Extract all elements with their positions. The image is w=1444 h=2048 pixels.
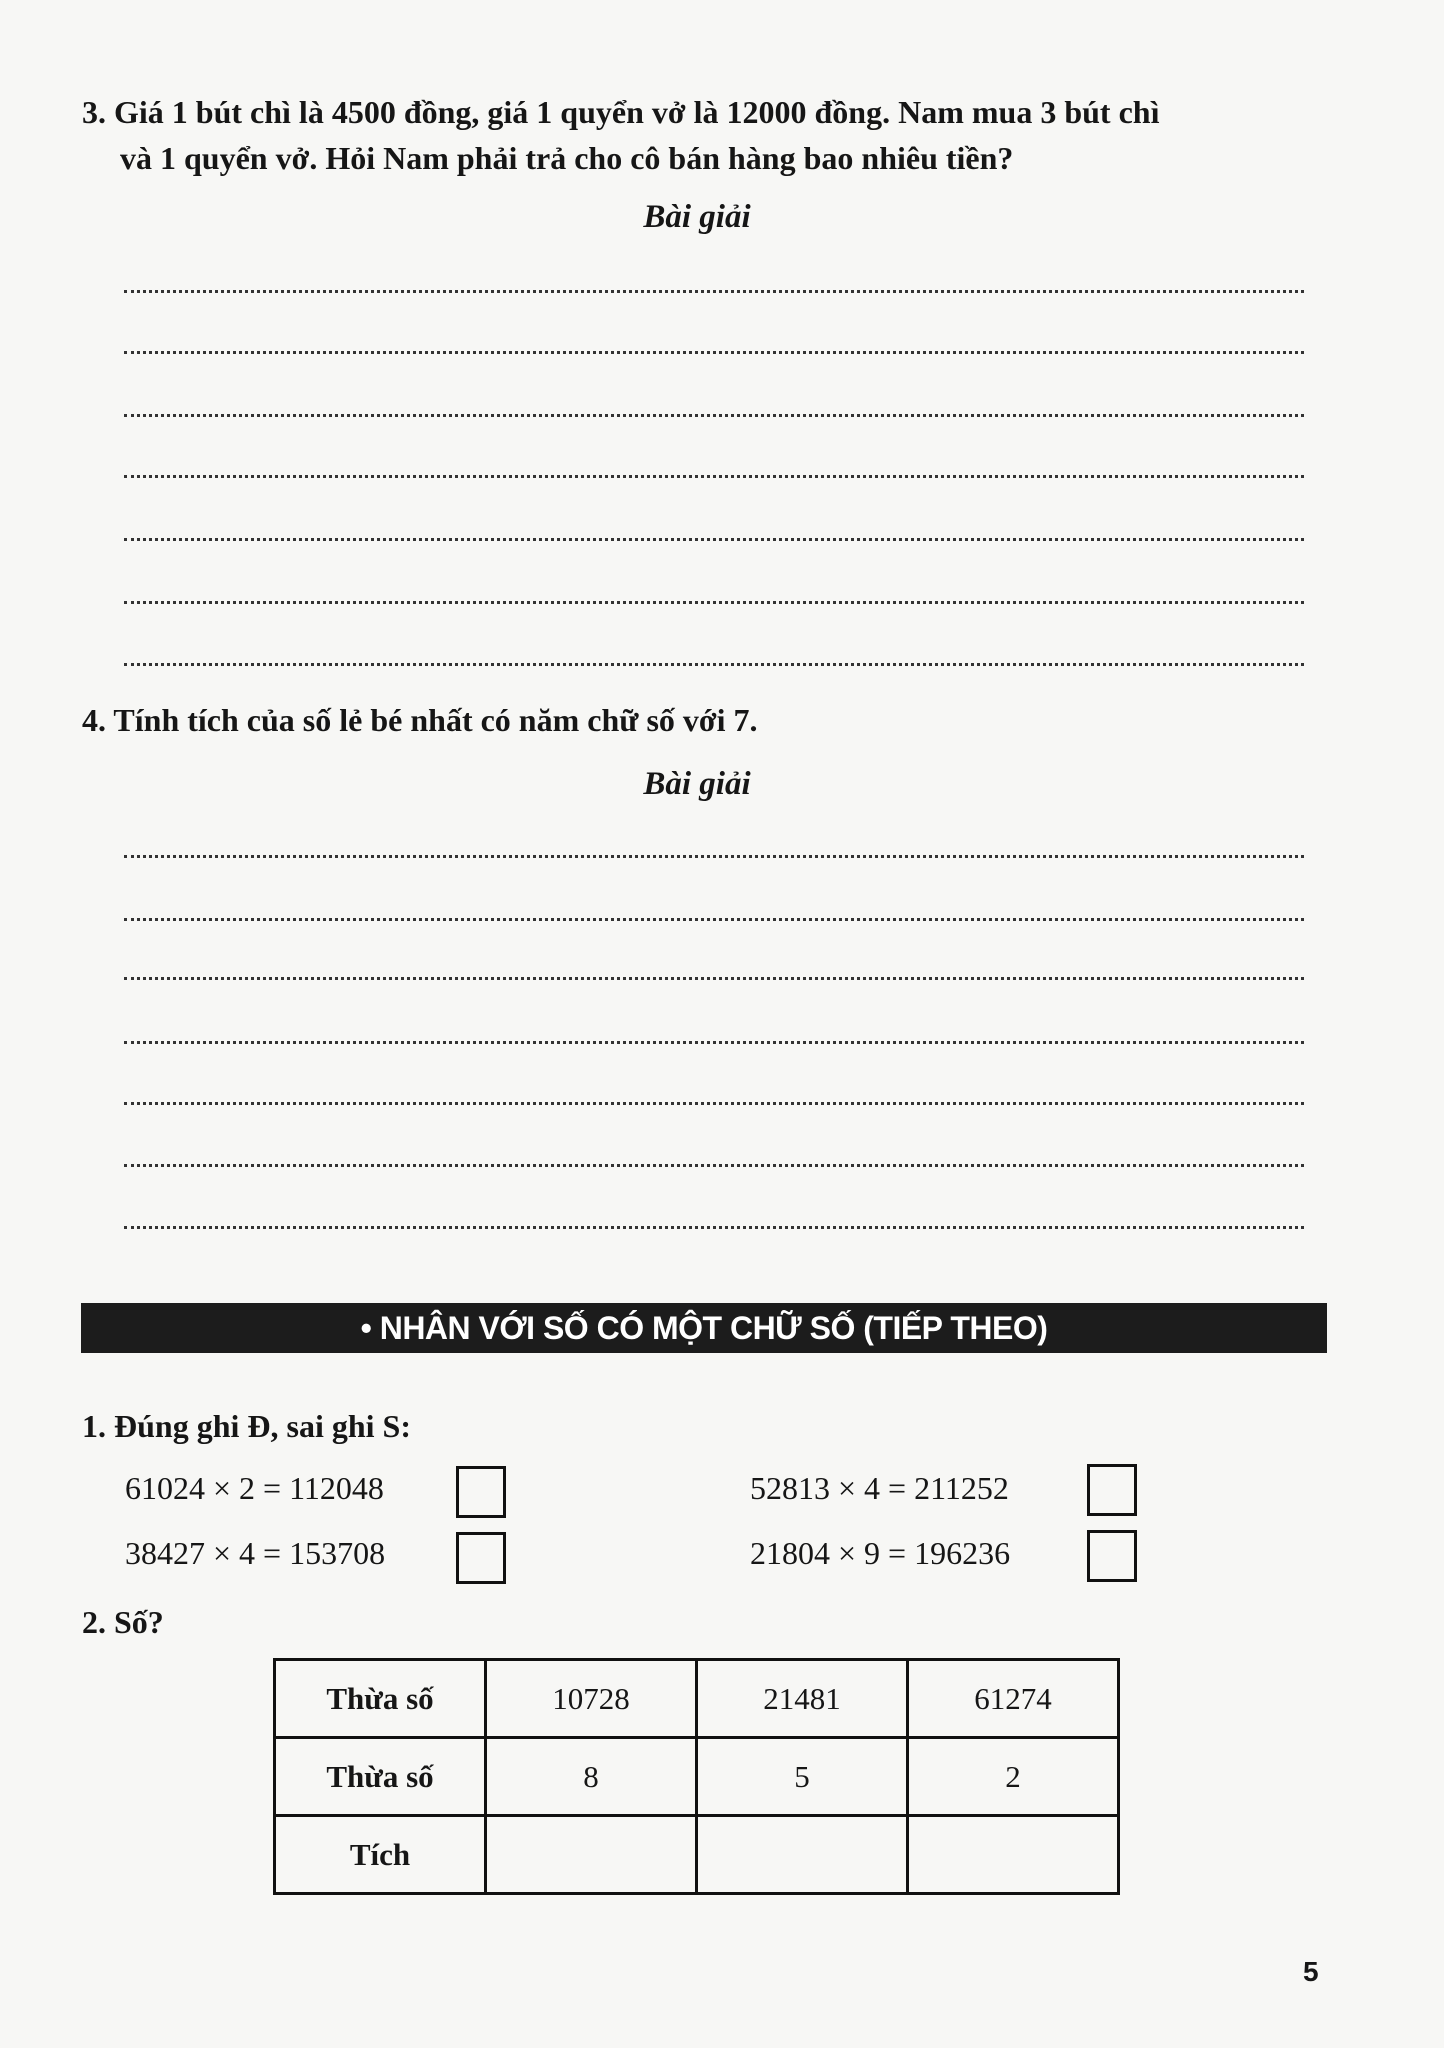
row-header: Thừa số bbox=[275, 1738, 486, 1816]
answer-line[interactable] bbox=[124, 290, 1304, 293]
answer-line[interactable] bbox=[124, 351, 1304, 354]
table-cell: 61274 bbox=[908, 1660, 1119, 1738]
q4-solution-heading: Bài giải bbox=[643, 766, 751, 802]
answer-line[interactable] bbox=[124, 977, 1304, 980]
answer-cell[interactable] bbox=[697, 1816, 908, 1894]
section-banner: • NHÂN VỚI SỐ CÓ MỘT CHỮ SỐ (TIẾP THEO) bbox=[81, 1303, 1327, 1353]
answer-line[interactable] bbox=[124, 1102, 1304, 1105]
multiplication-table bbox=[273, 1658, 1120, 1895]
answer-box[interactable] bbox=[1087, 1530, 1137, 1582]
answer-box[interactable] bbox=[456, 1532, 506, 1584]
table-cell: 8 bbox=[486, 1738, 697, 1816]
answer-cell[interactable] bbox=[908, 1816, 1119, 1894]
table-cell: 2 bbox=[908, 1738, 1119, 1816]
q3-line2: và 1 quyển vở. Hỏi Nam phải trả cho cô bán hàng bao nhiêu tiền? bbox=[120, 140, 1014, 176]
equation: 21804 × 9 = 196236 bbox=[750, 1535, 1011, 1571]
table-row bbox=[275, 1816, 1119, 1894]
ex2-label: 2. Số? bbox=[82, 1604, 164, 1640]
q4-text: 4. Tính tích của số lẻ bé nhất có năm chữ số với 7. bbox=[82, 702, 758, 738]
equation: 52813 × 4 = 211252 bbox=[750, 1470, 1009, 1506]
q3-solution-heading: Bài giải bbox=[643, 199, 751, 235]
answer-cell[interactable] bbox=[486, 1816, 697, 1894]
ex1-label: 1. Đúng ghi Đ, sai ghi S: bbox=[82, 1408, 411, 1444]
row-header: Thừa số bbox=[275, 1660, 486, 1738]
answer-line[interactable] bbox=[124, 475, 1304, 478]
answer-box[interactable] bbox=[456, 1466, 506, 1518]
answer-line[interactable] bbox=[124, 538, 1304, 541]
equation: 61024 × 2 = 112048 bbox=[125, 1470, 384, 1506]
answer-line[interactable] bbox=[124, 663, 1304, 666]
answer-line[interactable] bbox=[124, 414, 1304, 417]
answer-line[interactable] bbox=[124, 1164, 1304, 1167]
table-cell: 5 bbox=[697, 1738, 908, 1816]
answer-line[interactable] bbox=[124, 855, 1304, 858]
equation: 38427 × 4 = 153708 bbox=[125, 1535, 386, 1571]
answer-line[interactable] bbox=[124, 601, 1304, 604]
table-cell: 10728 bbox=[486, 1660, 697, 1738]
row-header: Tích bbox=[275, 1816, 486, 1894]
table-row bbox=[275, 1660, 1119, 1738]
answer-line[interactable] bbox=[124, 918, 1304, 921]
answer-line[interactable] bbox=[124, 1041, 1304, 1044]
answer-line[interactable] bbox=[124, 1226, 1304, 1229]
page-number: 5 bbox=[1303, 1956, 1319, 1987]
q3-line1: 3. Giá 1 bút chì là 4500 đồng, giá 1 quyển vở là 12000 đồng. Nam mua 3 bút chì bbox=[82, 94, 1160, 130]
answer-box[interactable] bbox=[1087, 1464, 1137, 1516]
table-row bbox=[275, 1738, 1119, 1816]
table-cell: 21481 bbox=[697, 1660, 908, 1738]
